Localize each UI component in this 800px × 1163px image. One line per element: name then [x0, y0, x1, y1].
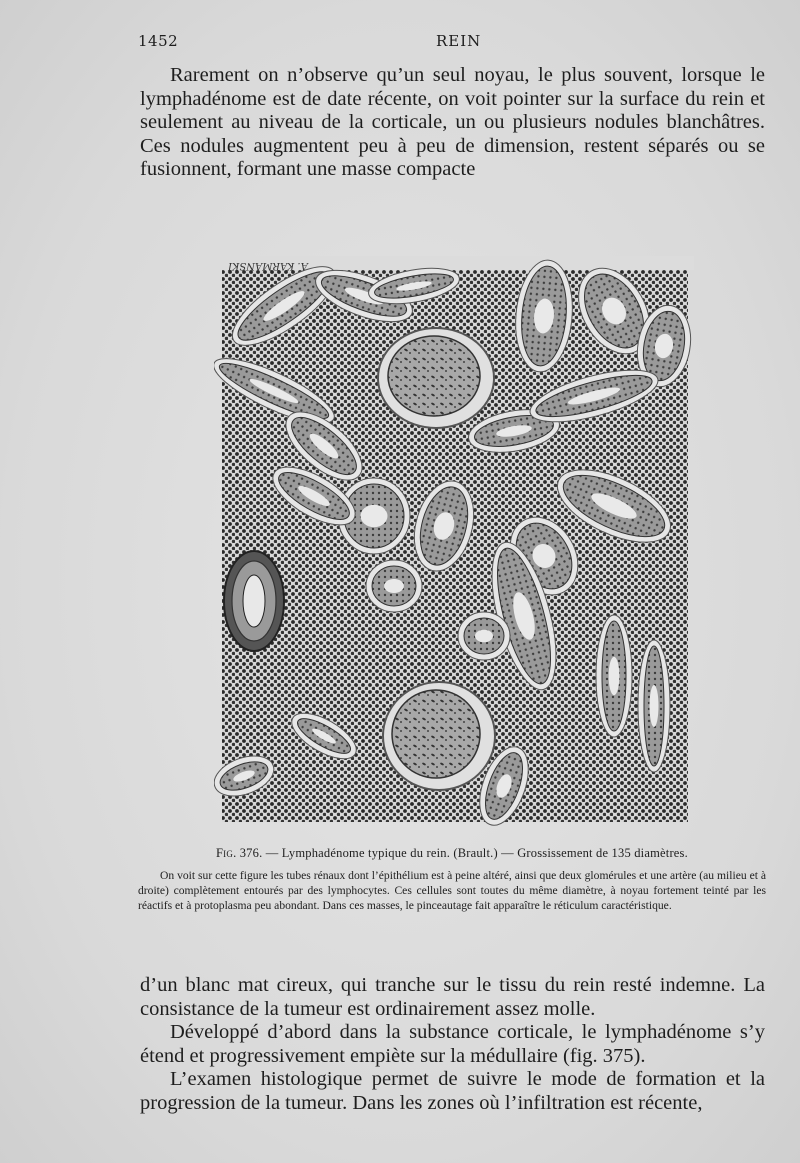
glomerulus-upper — [378, 328, 494, 428]
top-paragraph-block — [140, 64, 765, 182]
figure-caption — [138, 846, 766, 913]
histology-illustration — [214, 256, 694, 826]
page-number: 1452 — [138, 32, 179, 50]
caption-title-text: — Lymphadénome typique du rein. (Brault.) — Grossissement de 135 diamètres. — [265, 846, 688, 860]
caption-title — [138, 846, 766, 861]
tubule-lumen — [475, 630, 493, 643]
paragraph: d’un blanc mat cireux, qui tranche sur le tissu du rein resté indemne. La consistance de la tumeur est ordinairement assez molle. — [140, 974, 765, 1020]
bottom-paragraph-block — [140, 974, 765, 1115]
caption-body: On voit sur cette figure les tubes rénaux dont l’épithélium est à peine altéré, ainsi que deux glomérules et une artère (au milieu et à droite) complètement entourés par des lymphocytes. Ces cellules sont toutes du même diamètre, à noyau fortement teinté par les réactifs et à protoplasma peu abondant. Dans ces masses, le pinceautage fait apparaître le réticulum caractéristique. — [138, 869, 766, 912]
histology-figure — [214, 256, 694, 826]
tubule-lumen — [361, 505, 388, 527]
tubule-lumen — [609, 657, 620, 696]
artist-signature: A. KARMANSKI — [228, 260, 308, 271]
artery — [224, 551, 284, 651]
paragraph: L’examen histologique permet de suivre le mode de formation et la progression de la tumeur. Dans les zones où l’infiltration est récente, — [140, 1068, 765, 1114]
glomerulus-lower — [383, 682, 495, 790]
tubule-lumen — [384, 579, 404, 593]
caption-label: Fig. 376. — [216, 846, 263, 860]
running-head — [138, 32, 760, 52]
tubule-lumen — [650, 685, 659, 727]
running-title: REIN — [436, 32, 482, 50]
paragraph: Rarement on n’observe qu’un seul noyau, le plus souvent, lorsque le lymphadénome est de date récente, on voit pointer sur la surface du rein et seulement au niveau de la corticale, un ou plusieurs nodules blanchâtres. Ces nodules augmentent peu à peu de dimension, restent séparés ou se fusionnent, formant une masse compacte — [140, 64, 765, 180]
paragraph: Développé d’abord dans la substance corticale, le lymphadénome s’y étend et progressivement empiète sur la médullaire (fig. 375). — [140, 1021, 765, 1067]
